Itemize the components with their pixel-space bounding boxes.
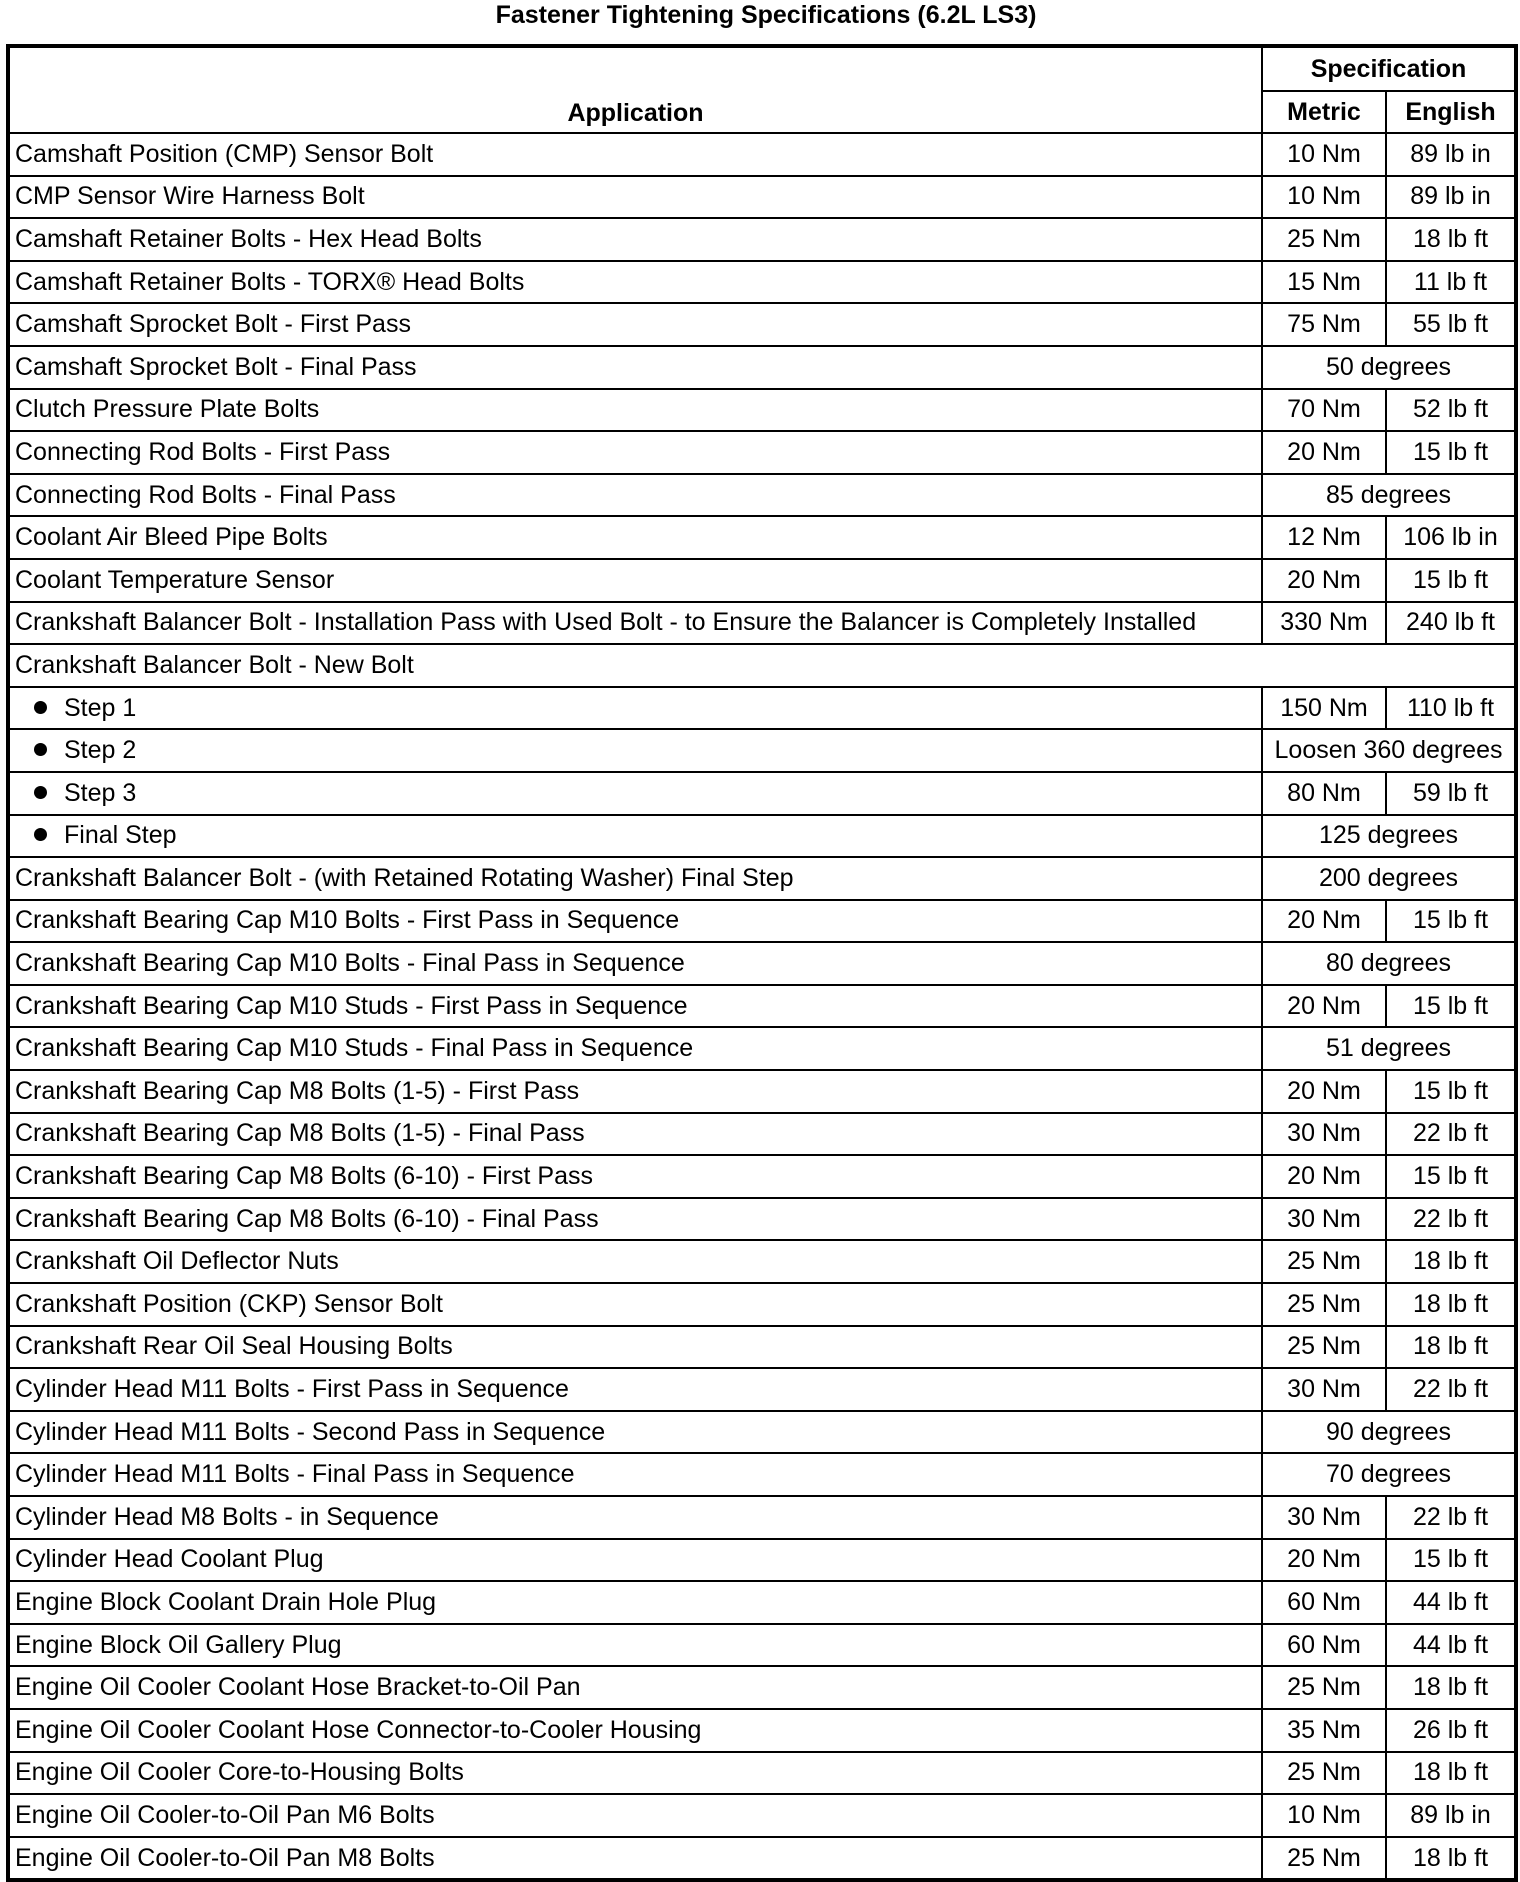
- table-row: [8, 1539, 1516, 1582]
- metric-cell: 70 Nm: [1262, 389, 1386, 432]
- table-row: [8, 857, 1516, 900]
- application-label: Coolant Temperature Sensor: [15, 565, 335, 594]
- table-row: [8, 900, 1516, 943]
- metric-cell: 30 Nm: [1262, 1368, 1386, 1411]
- metric-cell: 35 Nm: [1262, 1709, 1386, 1752]
- application-label: Cylinder Head M11 Bolts - Final Pass in Sequence: [15, 1460, 575, 1489]
- metric-cell: 25 Nm: [1262, 218, 1386, 261]
- bullet-icon: [34, 743, 47, 756]
- fastener-spec-table: [6, 44, 1518, 1882]
- table-row: [8, 729, 1516, 772]
- column-header-application: Application: [8, 46, 1262, 133]
- application-label: Engine Block Coolant Drain Hole Plug: [15, 1587, 437, 1616]
- english-cell: 15 lb ft: [1386, 900, 1516, 943]
- application-cell: [8, 303, 1262, 346]
- application-cell: [8, 1027, 1262, 1070]
- table-row: [8, 1113, 1516, 1156]
- application-cell: [8, 1709, 1262, 1752]
- table-row: [8, 431, 1516, 474]
- english-cell: 55 lb ft: [1386, 303, 1516, 346]
- application-label: Crankshaft Bearing Cap M8 Bolts (6-10) - Final Pass: [15, 1204, 599, 1233]
- combined-spec-cell: 51 degrees: [1262, 1027, 1516, 1070]
- metric-cell: 20 Nm: [1262, 431, 1386, 474]
- page-title: Fastener Tightening Specifications (6.2L LS3): [495, 1, 1037, 29]
- english-cell: 110 lb ft: [1386, 687, 1516, 730]
- english-cell: 89 lb in: [1386, 176, 1516, 219]
- english-cell: 15 lb ft: [1386, 1539, 1516, 1582]
- application-cell: [8, 1752, 1262, 1795]
- table-row: [8, 1752, 1516, 1795]
- table-row: [8, 516, 1516, 559]
- english-cell: 15 lb ft: [1386, 985, 1516, 1028]
- application-cell: [8, 1368, 1262, 1411]
- table-row: [8, 1283, 1516, 1326]
- table-row: [8, 1326, 1516, 1369]
- bullet-icon: [34, 701, 47, 714]
- application-cell: [8, 516, 1262, 559]
- application-label: Connecting Rod Bolts - First Pass: [15, 437, 391, 466]
- metric-cell: 20 Nm: [1262, 1539, 1386, 1582]
- metric-cell: 20 Nm: [1262, 985, 1386, 1028]
- english-cell: 22 lb ft: [1386, 1113, 1516, 1156]
- combined-spec-cell: 50 degrees: [1262, 346, 1516, 389]
- application-cell: [8, 815, 1262, 858]
- metric-cell: 25 Nm: [1262, 1326, 1386, 1369]
- metric-cell: 60 Nm: [1262, 1581, 1386, 1624]
- bullet-icon: [34, 828, 47, 841]
- application-label: Engine Block Oil Gallery Plug: [15, 1630, 342, 1659]
- metric-cell: 80 Nm: [1262, 772, 1386, 815]
- table-row: [8, 1411, 1516, 1454]
- application-cell: [8, 1624, 1262, 1667]
- combined-spec-cell: 80 degrees: [1262, 942, 1516, 985]
- application-label: Connecting Rod Bolts - Final Pass: [15, 480, 396, 509]
- table-row: [8, 942, 1516, 985]
- english-cell: 18 lb ft: [1386, 1752, 1516, 1795]
- table-row: [8, 1794, 1516, 1837]
- table-row: [8, 261, 1516, 304]
- application-label: Cylinder Head M11 Bolts - First Pass in Sequence: [15, 1375, 569, 1404]
- english-cell: 18 lb ft: [1386, 1837, 1516, 1881]
- application-label: Crankshaft Bearing Cap M10 Bolts - First Pass in Sequence: [15, 906, 680, 935]
- application-cell: [8, 218, 1262, 261]
- application-label: Crankshaft Bearing Cap M10 Bolts - Final Pass in Sequence: [15, 949, 685, 978]
- application-cell: [8, 261, 1262, 304]
- application-label: Cylinder Head M11 Bolts - Second Pass in Sequence: [15, 1417, 606, 1446]
- metric-cell: 25 Nm: [1262, 1837, 1386, 1881]
- english-cell: 240 lb ft: [1386, 602, 1516, 645]
- application-cell: [8, 729, 1262, 772]
- english-cell: 106 lb in: [1386, 516, 1516, 559]
- english-cell: 18 lb ft: [1386, 1240, 1516, 1283]
- application-cell: [8, 1666, 1262, 1709]
- table-row: [8, 1624, 1516, 1667]
- english-cell: 15 lb ft: [1386, 1155, 1516, 1198]
- application-label: Engine Oil Cooler Core-to-Housing Bolts: [15, 1758, 464, 1787]
- table-row: [8, 1709, 1516, 1752]
- application-label: Step 2: [64, 736, 137, 765]
- application-label: Crankshaft Balancer Bolt - New Bolt: [15, 650, 414, 679]
- english-cell: 44 lb ft: [1386, 1581, 1516, 1624]
- table-row: [8, 559, 1516, 602]
- application-label: Crankshaft Rear Oil Seal Housing Bolts: [15, 1332, 453, 1361]
- metric-cell: 30 Nm: [1262, 1496, 1386, 1539]
- combined-spec-cell: 200 degrees: [1262, 857, 1516, 900]
- metric-cell: 25 Nm: [1262, 1283, 1386, 1326]
- column-header-english: English: [1386, 91, 1516, 133]
- application-label: Final Step: [64, 821, 177, 850]
- application-cell: [8, 474, 1262, 517]
- application-label: Crankshaft Bearing Cap M8 Bolts (6-10) - First Pass: [15, 1162, 593, 1191]
- english-cell: 26 lb ft: [1386, 1709, 1516, 1752]
- metric-cell: 30 Nm: [1262, 1113, 1386, 1156]
- metric-cell: 15 Nm: [1262, 261, 1386, 304]
- application-cell: [8, 1240, 1262, 1283]
- application-label: Crankshaft Balancer Bolt - Installation Pass with Used Bolt - to Ensure the Balancer is Completely Installed: [15, 608, 1197, 637]
- application-cell: [8, 985, 1262, 1028]
- application-cell: [8, 346, 1262, 389]
- metric-cell: 25 Nm: [1262, 1240, 1386, 1283]
- application-cell: [8, 431, 1262, 474]
- application-label: Engine Oil Cooler-to-Oil Pan M8 Bolts: [15, 1843, 435, 1872]
- column-header-specification: Specification: [1262, 46, 1516, 91]
- metric-cell: 20 Nm: [1262, 559, 1386, 602]
- table-row: [8, 602, 1516, 645]
- english-cell: 22 lb ft: [1386, 1496, 1516, 1539]
- table-row: [8, 303, 1516, 346]
- table-row: [8, 1240, 1516, 1283]
- metric-cell: 25 Nm: [1262, 1666, 1386, 1709]
- english-cell: 52 lb ft: [1386, 389, 1516, 432]
- english-cell: 22 lb ft: [1386, 1368, 1516, 1411]
- metric-cell: 75 Nm: [1262, 303, 1386, 346]
- table-row: [8, 1070, 1516, 1113]
- application-label: Crankshaft Bearing Cap M8 Bolts (1-5) - Final Pass: [15, 1119, 585, 1148]
- bullet-icon: [34, 786, 47, 799]
- english-cell: 18 lb ft: [1386, 218, 1516, 261]
- application-cell: [8, 1198, 1262, 1241]
- application-cell: [8, 644, 1516, 687]
- table-row: [8, 474, 1516, 517]
- table-row: [8, 772, 1516, 815]
- application-cell: [8, 176, 1262, 219]
- application-label: Coolant Air Bleed Pipe Bolts: [15, 523, 328, 552]
- combined-spec-cell: 70 degrees: [1262, 1453, 1516, 1496]
- english-cell: 59 lb ft: [1386, 772, 1516, 815]
- metric-cell: 20 Nm: [1262, 1155, 1386, 1198]
- metric-cell: 20 Nm: [1262, 900, 1386, 943]
- application-label: Engine Oil Cooler Coolant Hose Connector-to-Cooler Housing: [15, 1715, 702, 1744]
- table-row: [8, 176, 1516, 219]
- english-cell: 18 lb ft: [1386, 1666, 1516, 1709]
- table-row: [8, 815, 1516, 858]
- application-label: Crankshaft Bearing Cap M10 Studs - Final Pass in Sequence: [15, 1034, 694, 1063]
- application-cell: [8, 772, 1262, 815]
- application-cell: [8, 1539, 1262, 1582]
- application-label: Crankshaft Balancer Bolt - (with Retained Rotating Washer) Final Step: [15, 863, 794, 892]
- table-row: [8, 133, 1516, 176]
- table-row: [8, 389, 1516, 432]
- application-cell: [8, 1794, 1262, 1837]
- metric-cell: 10 Nm: [1262, 176, 1386, 219]
- application-label: Crankshaft Bearing Cap M8 Bolts (1-5) - First Pass: [15, 1076, 580, 1105]
- application-cell: [8, 1496, 1262, 1539]
- combined-spec-cell: 85 degrees: [1262, 474, 1516, 517]
- application-label: Step 1: [64, 693, 137, 722]
- application-label: Step 3: [64, 778, 137, 807]
- application-label: Camshaft Position (CMP) Sensor Bolt: [15, 139, 434, 168]
- metric-cell: 330 Nm: [1262, 602, 1386, 645]
- application-cell: [8, 602, 1262, 645]
- metric-cell: 10 Nm: [1262, 1794, 1386, 1837]
- table-row: [8, 1155, 1516, 1198]
- metric-cell: 30 Nm: [1262, 1198, 1386, 1241]
- table-row: [8, 1368, 1516, 1411]
- application-cell: [8, 1283, 1262, 1326]
- english-cell: 44 lb ft: [1386, 1624, 1516, 1667]
- table-row: [8, 1581, 1516, 1624]
- metric-cell: 10 Nm: [1262, 133, 1386, 176]
- application-label: Camshaft Retainer Bolts - Hex Head Bolts: [15, 224, 482, 253]
- application-cell: [8, 1581, 1262, 1624]
- english-cell: 15 lb ft: [1386, 431, 1516, 474]
- application-cell: [8, 900, 1262, 943]
- table-row: [8, 985, 1516, 1028]
- table-row: [8, 644, 1516, 687]
- application-label: CMP Sensor Wire Harness Bolt: [15, 182, 365, 211]
- metric-cell: 25 Nm: [1262, 1752, 1386, 1795]
- english-cell: 18 lb ft: [1386, 1326, 1516, 1369]
- application-cell: [8, 687, 1262, 730]
- application-label: Crankshaft Position (CKP) Sensor Bolt: [15, 1289, 443, 1318]
- metric-cell: 60 Nm: [1262, 1624, 1386, 1667]
- table-row: [8, 1198, 1516, 1241]
- application-cell: [8, 857, 1262, 900]
- column-header-metric: Metric: [1262, 91, 1386, 133]
- table-row: [8, 1496, 1516, 1539]
- application-cell: [8, 1411, 1262, 1454]
- combined-spec-cell: Loosen 360 degrees: [1262, 729, 1516, 772]
- english-cell: 89 lb in: [1386, 133, 1516, 176]
- english-cell: 22 lb ft: [1386, 1198, 1516, 1241]
- application-cell: [8, 559, 1262, 602]
- english-cell: 15 lb ft: [1386, 1070, 1516, 1113]
- application-cell: [8, 942, 1262, 985]
- english-cell: 89 lb in: [1386, 1794, 1516, 1837]
- application-label: Crankshaft Oil Deflector Nuts: [15, 1247, 339, 1276]
- application-cell: [8, 389, 1262, 432]
- application-label: Engine Oil Cooler Coolant Hose Bracket-to-Oil Pan: [15, 1673, 581, 1702]
- application-label: Camshaft Retainer Bolts - TORX® Head Bolts: [15, 267, 525, 296]
- metric-cell: 12 Nm: [1262, 516, 1386, 559]
- english-cell: 18 lb ft: [1386, 1283, 1516, 1326]
- table-row: [8, 687, 1516, 730]
- table-row: [8, 1453, 1516, 1496]
- spec-table-body: [8, 133, 1516, 1880]
- application-label: Camshaft Sprocket Bolt - Final Pass: [15, 352, 417, 381]
- application-label: Crankshaft Bearing Cap M10 Studs - First Pass in Sequence: [15, 991, 688, 1020]
- application-label: Cylinder Head M8 Bolts - in Sequence: [15, 1502, 439, 1531]
- table-row: [8, 1666, 1516, 1709]
- metric-cell: 150 Nm: [1262, 687, 1386, 730]
- application-cell: [8, 1070, 1262, 1113]
- metric-cell: 20 Nm: [1262, 1070, 1386, 1113]
- combined-spec-cell: 125 degrees: [1262, 815, 1516, 858]
- application-label: Engine Oil Cooler-to-Oil Pan M6 Bolts: [15, 1800, 435, 1829]
- application-cell: [8, 1453, 1262, 1496]
- application-cell: [8, 133, 1262, 176]
- application-label: Cylinder Head Coolant Plug: [15, 1545, 324, 1574]
- application-cell: [8, 1113, 1262, 1156]
- application-cell: [8, 1326, 1262, 1369]
- table-row: [8, 346, 1516, 389]
- english-cell: 11 lb ft: [1386, 261, 1516, 304]
- application-cell: [8, 1155, 1262, 1198]
- english-cell: 15 lb ft: [1386, 559, 1516, 602]
- application-label: Clutch Pressure Plate Bolts: [15, 395, 320, 424]
- application-label: Camshaft Sprocket Bolt - First Pass: [15, 310, 411, 339]
- table-row: [8, 218, 1516, 261]
- table-row: [8, 1027, 1516, 1070]
- combined-spec-cell: 90 degrees: [1262, 1411, 1516, 1454]
